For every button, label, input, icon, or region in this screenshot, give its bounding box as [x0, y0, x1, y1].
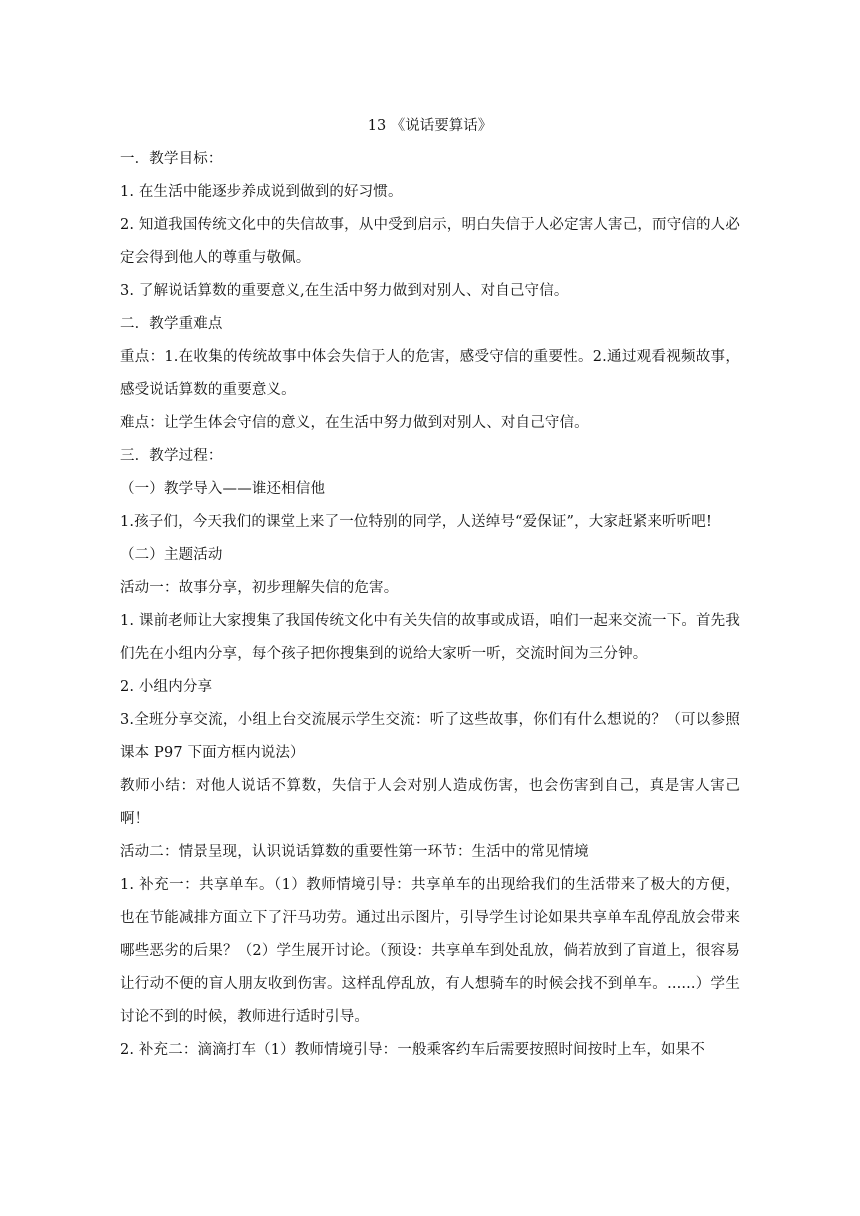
key-point-paragraph: 重点：1.在收集的传统故事中体会失信于人的危害，感受守信的重要性。2.通过观看视频故事，感受说话算数的重要意义。 [120, 349, 740, 398]
activity-one-step-1: 1. 课前老师让大家搜集了我国传统文化中有关失信的故事或成语，咱们一起来交流一下。首先我们先在小组内分享，每个孩子把你搜集到的说给大家听一听，交流时间为三分钟。 [120, 613, 740, 662]
activity-two-supplement-2: 2. 补充二：滴滴打车（1）教师情境引导：一般乘客约车后需要按照时间按时上车，如果不 [120, 1042, 705, 1058]
activity-one-heading: 活动一：故事分享，初步理解失信的危害。 [120, 580, 399, 596]
intro-paragraph: 1.孩子们，今天我们的课堂上来了一位特别的同学，人送绰号“爱保证”，大家赶紧来听听吧! [120, 514, 712, 530]
activity-one-step-2: 2. 小组内分享 [120, 679, 213, 695]
teacher-summary-paragraph: 教师小结：对他人说话不算数，失信于人会对别人造成伤害，也会伤害到自己，真是害人害己啊！ [120, 778, 740, 827]
difficulty-paragraph: 难点：让学生体会守信的意义，在生活中努力做到对别人、对自己守信。 [120, 415, 589, 431]
section-heading-process: 三．教学过程： [120, 448, 223, 464]
objective-item-3: 3. 了解说话算数的重要意义,在生活中努力做到对别人、对自己守信。 [120, 283, 569, 299]
objective-item-2: 2. 知道我国传统文化中的失信故事，从中受到启示，明白失信于人必定害人害己，而守信的人必定会得到他人的尊重与敬佩。 [120, 217, 740, 266]
objective-item-1: 1. 在生活中能逐步养成说到做到的好习惯。 [120, 184, 403, 200]
subsection-heading-activities: （二）主题活动 [120, 547, 223, 563]
section-heading-key-points: 二．教学重难点 [120, 316, 223, 332]
document-title: 13 《说话要算话》 [367, 118, 493, 134]
subsection-heading-intro: （一）教学导入——谁还相信他 [120, 481, 326, 497]
activity-one-step-3: 3.全班分享交流，小组上台交流展示学生交流：听了这些故事，你们有什么想说的？（可以参照课本 P97 下面方框内说法） [120, 712, 740, 761]
document-body [120, 110, 740, 1067]
activity-two-heading: 活动二：情景呈现，认识说话算数的重要性第一环节：生活中的常见情境 [120, 844, 589, 860]
activity-two-supplement-1: 1. 补充一：共享单车。（1）教师情境引导：共享单车的出现给我们的生活带来了极大的方便，也在节能减排方面立下了汗马功劳。通过出示图片，引导学生讨论如果共享单车乱停乱放会带来哪些恶劣的后果？（2）学生展开讨论。（预设：共享单车到处乱放，倘若放到了盲道上，很容易让行动不便的盲人朋友收到伤害。这样乱停乱放，有人想骑车的时候会找不到单车。......）学生讨论不到的时候，教师进行适时引导。 [120, 877, 740, 1025]
section-heading-objectives: 一．教学目标： [120, 151, 223, 167]
